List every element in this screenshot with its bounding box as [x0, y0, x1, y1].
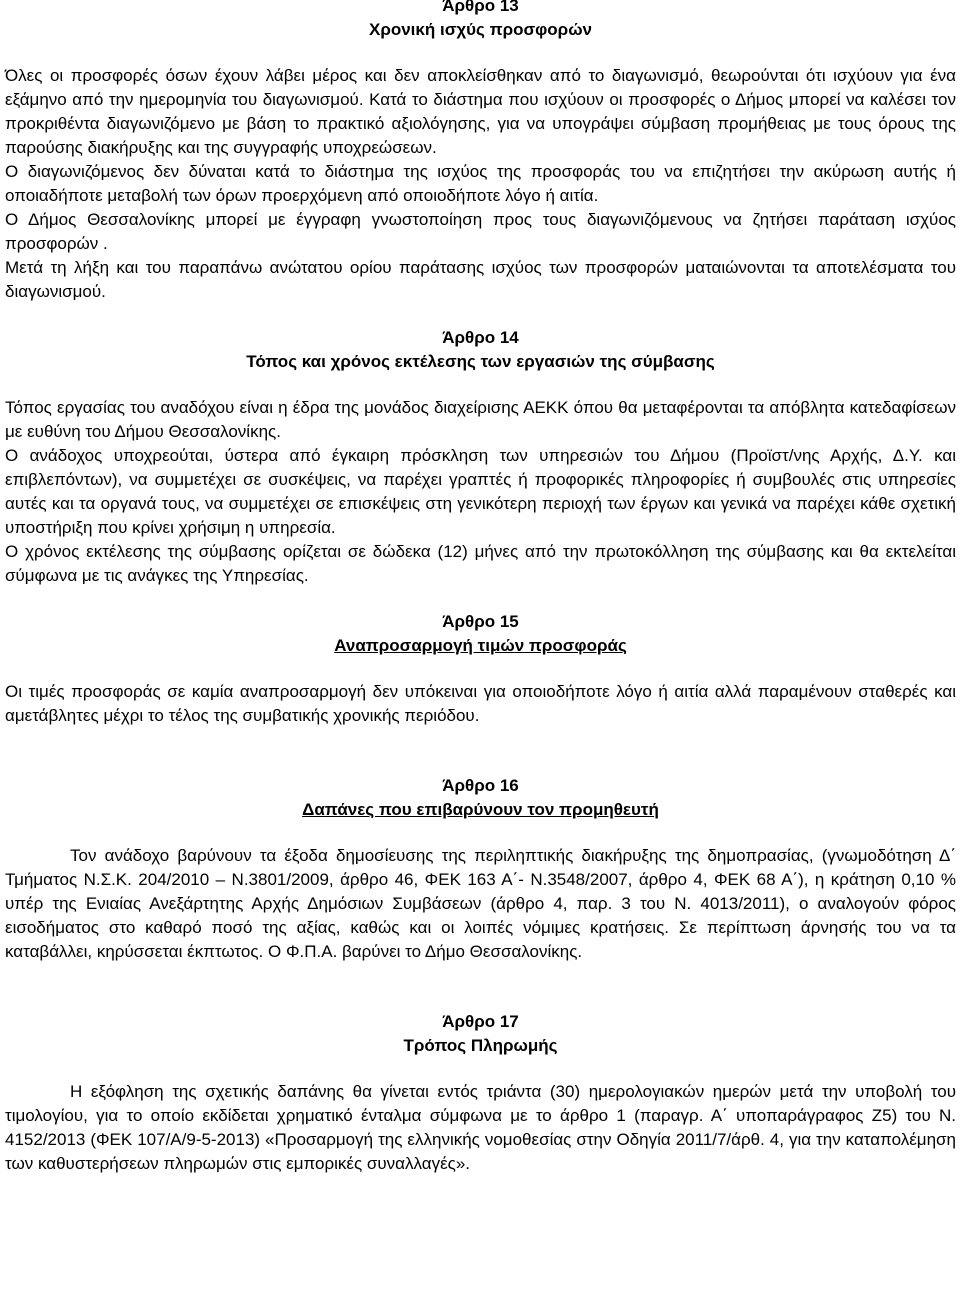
paragraph: Όλες οι προσφορές όσων έχουν λάβει μέρος και δεν αποκλείσθηκαν από το διαγωνισμό, θεωρούνται ότι ισχύουν για ένα εξάμηνο από την ημερομηνία του διαγωνισμού. Κατά το διάστημα που ισχύουν οι προσφορές ο Δήμος μπορεί να καλέσει τον προκριθέντα διαγωνιζόμενο με βάση το πρακτικό αξιολόγησης, για να υπογράψει σύμβαση προμήθειας με τους όρους της παρούσης διακήρυξης και της συγγραφής υποχρεώσεων.: [5, 66, 956, 157]
paragraph: Ο χρόνος εκτέλεσης της σύμβασης ορίζεται σε δώδεκα (12) μήνες από την πρωτοκόλληση της σύμβασης και θα εκτελείται σύμφωνα με τις ανάγκες της Υπηρεσίας.: [5, 542, 956, 585]
article-number: Άρθρο 17: [442, 1012, 519, 1031]
article-number: Άρθρο 13: [442, 0, 519, 15]
article-14: [5, 326, 956, 588]
paragraph: Ο Δήμος Θεσσαλονίκης μπορεί με έγγραφη γνωστοποίηση προς τους διαγωνιζόμενους να ζητήσει παράταση ισχύος προσφορών .: [5, 210, 956, 253]
article-body: [5, 680, 956, 728]
article-title: Τόπος και χρόνος εκτέλεσης των εργασιών της σύμβασης: [246, 352, 715, 371]
article-body: [5, 396, 956, 588]
article-13: [5, 0, 956, 304]
article-15: [5, 610, 956, 728]
article-number: Άρθρο 15: [442, 612, 519, 631]
article-number: Άρθρο 16: [442, 776, 519, 795]
article-title: Χρονική ισχύς προσφορών: [368, 20, 593, 39]
article-16: [5, 774, 956, 964]
paragraph: Ο ανάδοχος υποχρεούται, ύστερα από έγκαιρη πρόσκληση των υπηρεσιών του Δήμου (Προϊστ/νης Αρχής, Δ.Υ. και επιβλεπόντων), να συμμετέχει σε συσκέψεις, να παρέχει γραπτές ή προφορικές πληροφορίες ή συμβουλές στις υπηρεσίες αυτές και τα οργανά τους, να συμμετέχει σε επισκέψεις στη γενικότερη περιοχή των έργων και γενικά να παρέχει κάθε σχετική υποστήριξη που κρίνει χρήσιμη η υπηρεσία.: [5, 446, 956, 537]
article-title: Αναπροσαρμογή τιμών προσφοράς: [334, 636, 627, 655]
article-body: [5, 64, 956, 304]
paragraph: Οι τιμές προσφοράς σε καμία αναπροσαρμογή δεν υπόκειναι για οποιοδήποτε λόγο ή αιτία αλλά παραμένουν σταθερές και αμετάβλητες μέχρι το τέλος της συμβατικής χρονικής περιόδου.: [5, 682, 956, 725]
article-heading: [5, 610, 956, 658]
article-heading: [5, 774, 956, 822]
paragraph: Τόπος εργασίας του αναδόχου είναι η έδρα της μονάδος διαχείρισης ΑΕΚΚ όπου θα μεταφέρονται τα απόβλητα κατεδαφίσεων με ευθύνη του Δήμου Θεσσαλονίκης.: [5, 398, 956, 441]
article-body: [5, 844, 956, 964]
article-number: Άρθρο 14: [442, 328, 519, 347]
paragraph: Η εξόφληση της σχετικής δαπάνης θα γίνεται εντός τριάντα (30) ημερολογιακών ημερών μετά την υποβολή του τιμολογίου, για το οποίο εκδίδεται χρηματικό ένταλμα σύμφωνα με το άρθρο 1 (παραγρ. Α΄ υποπαράγραφος Ζ5) του Ν. 4152/2013 (ΦΕΚ 107/Α/9-5-2013) «Προσαρμογή της ελληνικής νομοθεσίας στην Οδηγία 2011/7/άρθ. 4, για την καταπολέμηση των καθυστερήσεων πληρωμών στις εμπορικές συναλλαγές».: [5, 1082, 956, 1173]
paragraph: Ο διαγωνιζόμενος δεν δύναται κατά το διάστημα της ισχύος της προσφοράς του να επιζητήσει την ακύρωση αυτής ή οποιαδήποτε μεταβολή των όρων προερχόμενη από οποιοδήποτε λόγο ή αιτία.: [5, 162, 956, 205]
article-heading: [5, 326, 956, 374]
paragraph: Μετά τη λήξη και του παραπάνω ανώτατου ορίου παράτασης ισχύος των προσφορών ματαιώνονται τα αποτελέσματα του διαγωνισμού.: [5, 258, 956, 301]
article-body: [5, 1080, 956, 1176]
paragraph: Τον ανάδοχο βαρύνουν τα έξοδα δημοσίευσης της περιληπτικής διακήρυξης της δημοπρασίας, (γνωμοδότηση Δ΄ Τμήματος Ν.Σ.Κ. 204/2010 – Ν.3801/2009, άρθρο 46, ΦΕΚ 163 Α΄- Ν.3548/2007, άρθρο 4, ΦΕΚ 68 Α΄), η κράτηση 0,10 % υπέρ της Ενιαίας Ανεξάρτητης Αρχής Δημόσιων Συμβάσεων (άρθρο 4, παρ. 3 του Ν. 4013/2011), ο αναλογούν φόρος εισοδήματος στο καθαρό ποσό της αξίας, καθώς και οι λοιπές νόμιμες κρατήσεις. Σε περίπτωση άρνησής του να τα καταβάλλει, κηρύσσεται έκπτωτος. Ο Φ.Π.Α. βαρύνει το Δήμο Θεσσαλονίκης.: [5, 846, 956, 961]
article-heading: [5, 1010, 956, 1058]
article-17: [5, 1010, 956, 1176]
article-title: Τρόπος Πληρωμής: [403, 1036, 558, 1055]
article-heading: [5, 0, 956, 42]
article-title: Δαπάνες που επιβαρύνουν τον προμηθευτή: [302, 800, 659, 819]
